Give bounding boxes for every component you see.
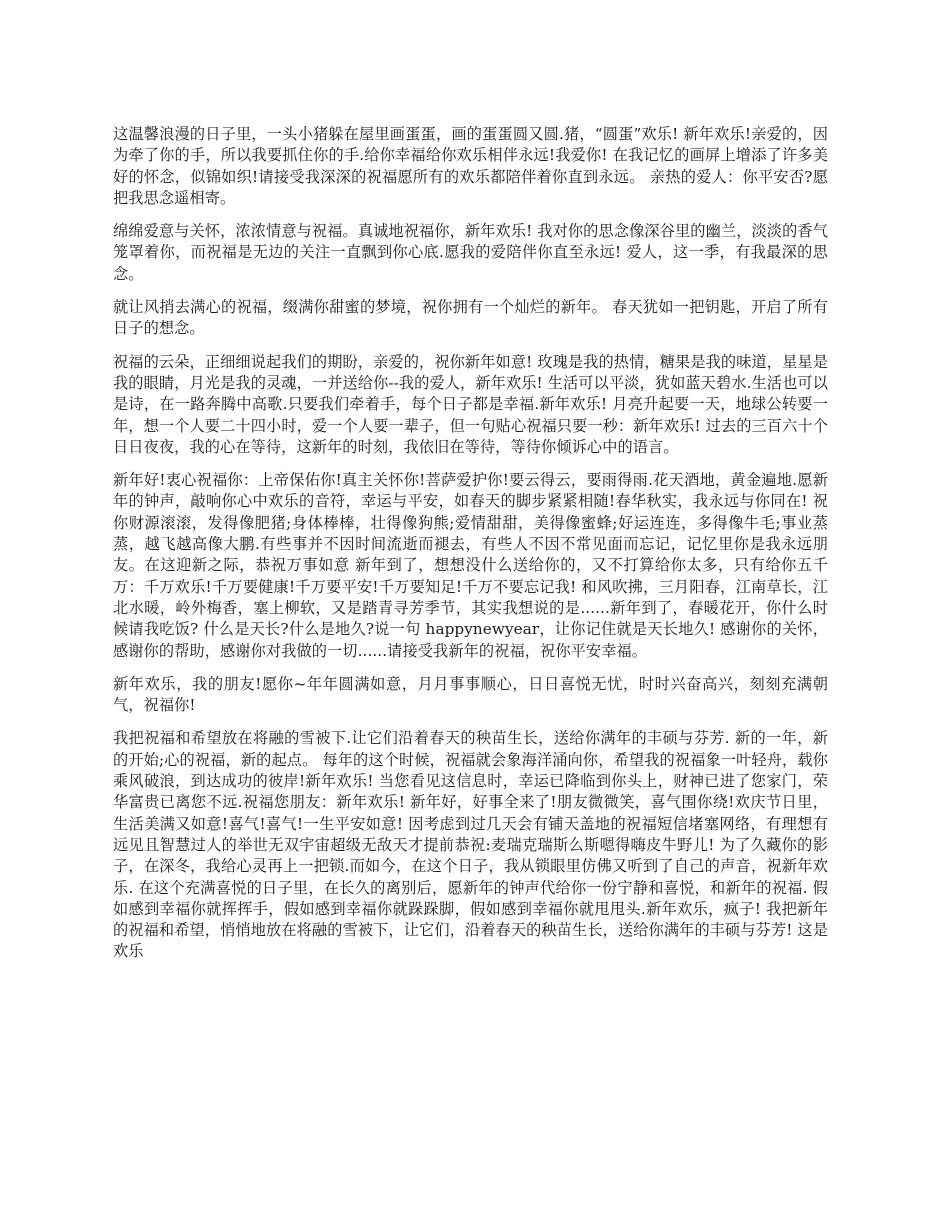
paragraph-4: 祝福的云朵，正细细说起我们的期盼，亲爱的，祝你新年如意! 玫瑰是我的热情，糖果是我的味道，星星是我的眼睛，月光是我的灵魂，一并送给你--我的爱人，新年欢乐! 生活可以平淡，犹如蓝天碧水.生活也可以是诗，在一路奔腾中高歌.只要我们牵着手，每个日子都是幸福.新年欢乐! 月亮升起要一天，地球公转要一年，想一个人要二十四小时，爱一个人要一辈子，但一句贴心祝福只要一秒：新年欢乐! 过去的三百六十个日日夜夜，我的心在等待，这新年的时刻，我依旧在等待，等待你倾诉心中的语言。: [113, 352, 828, 456]
paragraph-1: 这温馨浪漫的日子里，一头小猪躲在屋里画蛋蛋，画的蛋蛋圆又圆.猪，“圆蛋”欢乐! 新年欢乐!亲爱的，因为牵了你的手，所以我要抓住你的手.给你幸福给你欢乐相伴永远!我爱你! 在我记忆的画屏上增添了许多美好的怀念，似锦如织!请接受我深深的祝福愿所有的欢乐都陪伴着你直到永远。 亲热的爱人：你平安否?愿把我思念遥相寄。: [113, 125, 828, 207]
document-body: [113, 124, 828, 975]
paragraph-2: 绵绵爱意与关怀，浓浓情意与祝福。真诚地祝福你，新年欢乐! 我对你的思念像深谷里的幽兰，淡淡的香气笼罩着你，而祝福是无边的关注一直飘到你心底.愿我的爱陪伴你直至永远! 爱人，这一季，有我最深的思念。: [113, 222, 828, 283]
paragraph-6: 新年欢乐，我的朋友!愿你~年年圆满如意，月月事事顺心，日日喜悦无忧，时时兴奋高兴，刻刻充满朝气，祝福你!: [113, 674, 828, 715]
paragraph-5: 新年好!衷心祝福你：上帝保佑你!真主关怀你!菩萨爱护你!要云得云，要雨得雨.花天酒地，黄金遍地.愿新年的钟声，敲响你心中欢乐的音符，幸运与平安，如春天的脚步紧紧相随!春华秋实，我永远与你同在! 祝你财源滚滚，发得像肥猪;身体棒棒，壮得像狗熊;爱情甜甜，美得像蜜蜂;好运连连，多得像牛毛;事业蒸蒸，越飞越高像大鹏.有些事并不因时间流逝而褪去，有些人不因不常见面而忘记，记忆里你是我永远朋友。在这迎新之际，恭祝万事如意 新年到了，想想没什么送给你的，又不打算给你太多，只有给你五千万：千万欢乐!千万要健康!千万要平安!千万要知足!千万不要忘记我! 和风吹拂，三月阳春，江南草长，江北水暖，岭外梅香，塞上柳软，又是踏青寻芳季节，其实我想说的是......新年到了，春暖花开，你什么时候请我吃饭? 什么是天长?什么是地久?说一句 happynewyear，让你记住就是天长地久! 感谢你的关怀，感谢你的帮助，感谢你对我做的一切......请接受我新年的祝福，祝你平安幸福。: [113, 471, 828, 660]
paragraph-3: 就让风捎去满心的祝福，缀满你甜蜜的梦境，祝你拥有一个灿烂的新年。 春天犹如一把钥匙，开启了所有日子的想念。: [113, 298, 828, 338]
paragraph-7: 我把祝福和希望放在将融的雪被下.让它们沿着春天的秧苗生长，送给你满年的丰硕与芬芳. 新的一年，新的开始;心的祝福，新的起点。 每年的这个时候，祝福就会象海洋涌向你，希望我的祝福象一叶轻舟，载你乘风破浪，到达成功的彼岸!新年欢乐! 当您看见这信息时，幸运已降临到你头上，财神已进了您家门，荣华富贵已离您不远.祝福您朋友：新年欢乐! 新年好，好事全来了!朋友微微笑，喜气围你绕!欢庆节日里，生活美满又如意!喜气!喜气!一生平安如意! 因考虑到过几天会有铺天盖地的祝福短信堵塞网络，有理想有远见且智慧过人的举世无双宇宙超级无敌天才提前恭祝:麦瑞克瑞斯么斯嗯得嗨皮牛野儿! 为了久藏你的影子，在深冬，我给心灵再上一把锁.而如今，在这个日子，我从锁眼里仿佛又听到了自己的声音，祝新年欢乐. 在这个充满喜悦的日子里，在长久的离别后，愿新年的钟声代给你一份宁静和喜悦，和新年的祝福. 假如感到幸福你就挥挥手，假如感到幸福你就跺跺脚，假如感到幸福你就甩甩头.新年欢乐，疯子! 我把新年的祝福和希望，悄悄地放在将融的雪被下，让它们，沿着春天的秧苗生长，送给你满年的丰硕与芬芳! 这是欢乐: [113, 729, 828, 961]
